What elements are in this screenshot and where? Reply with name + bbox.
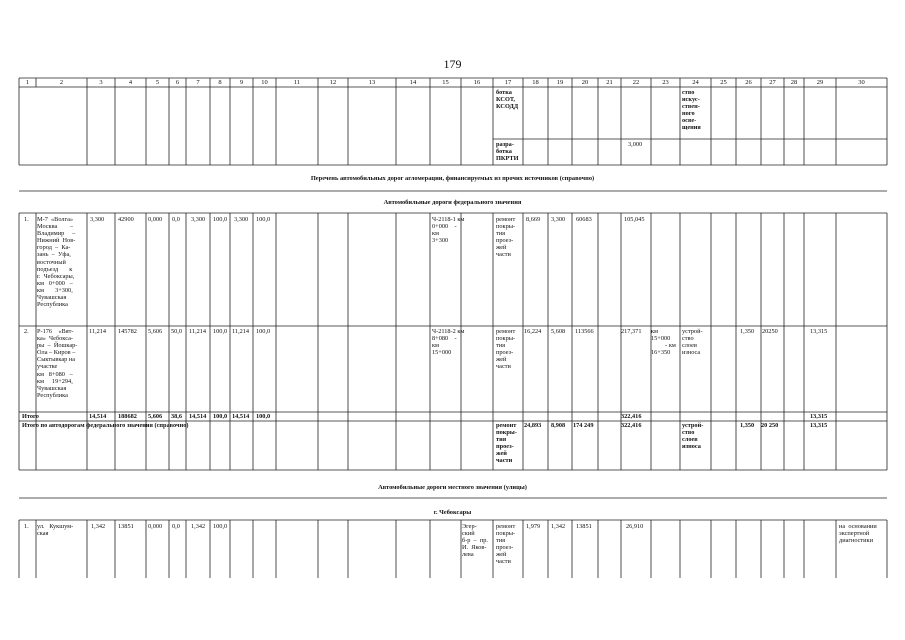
local-row-c8: 100,0 bbox=[213, 523, 228, 530]
column-number: 28 bbox=[790, 79, 798, 86]
row1-c5: 0,000 bbox=[148, 216, 163, 223]
column-number: 14 bbox=[409, 79, 417, 86]
column-number: 27 bbox=[769, 79, 776, 86]
local-row-c22: 26,910 bbox=[626, 523, 644, 530]
row2-c19: 5,608 bbox=[551, 328, 566, 335]
itogo-c29: 13,315 bbox=[810, 413, 828, 420]
row1-c4: 42900 bbox=[118, 216, 134, 223]
row1-c17: ремонт покры- тия проез- жей части bbox=[496, 216, 516, 259]
row2-c24: устрой- ство слоев износа bbox=[682, 328, 703, 357]
itogo-c3: 14,514 bbox=[89, 413, 107, 420]
row2-c8: 100,0 bbox=[213, 328, 228, 335]
local-row-c16: Эгер- ский б-р – пр. И. Яков- лева bbox=[462, 523, 488, 559]
column-number: 6 bbox=[175, 79, 180, 86]
local-row-c4: 13851 bbox=[118, 523, 134, 530]
column-number: 12 bbox=[329, 79, 337, 86]
row1-c7: 3,300 bbox=[191, 216, 206, 223]
column-number: 20 bbox=[581, 79, 589, 86]
row2-c18: 16,224 bbox=[524, 328, 542, 335]
column-number: 4 bbox=[128, 79, 133, 86]
column-number: 18 bbox=[532, 79, 539, 86]
row2-c7: 11,214 bbox=[189, 328, 207, 335]
itogo-federal-c27: 20 250 bbox=[761, 422, 779, 429]
itogo-federal-c20: 174 249 bbox=[573, 422, 594, 429]
row1-c20: 60683 bbox=[576, 216, 592, 223]
column-number: 1 bbox=[25, 79, 30, 86]
local-row-c30: на основании экспертной диагностики bbox=[839, 523, 877, 545]
top-c17-b: разра- ботка ПКРТИ bbox=[496, 141, 519, 163]
column-number: 25 bbox=[720, 79, 727, 86]
local-row-c20: 13851 bbox=[576, 523, 592, 530]
row2-c29: 13,315 bbox=[810, 328, 828, 335]
column-number: 11 bbox=[293, 79, 301, 86]
column-number: 19 bbox=[556, 79, 564, 86]
column-number: 10 bbox=[261, 79, 268, 86]
column-number: 21 bbox=[606, 79, 613, 86]
row1-name: М-7 «Волга» Москва – Владимир – Нижний Нов- город – Ка- зань – Уфа, восточный подъезд к г. Чебоксары, км 0+000 – км 3+300, Чувашская Республика bbox=[37, 216, 76, 309]
row2-name: Р-176 «Вят- ка» Чебокса- ры – Йошкар- Ола – Киров – Сыктывкар на участке км 8+080 – км 19+294, Чувашская Республика bbox=[37, 328, 78, 399]
column-number: 15 bbox=[442, 79, 449, 86]
row1-num: 1. bbox=[24, 216, 29, 223]
top-c24-a: ство искус- ствен- ного осве- щения bbox=[682, 89, 701, 132]
column-number: 22 bbox=[632, 79, 640, 86]
itogo-federal-c18: 24,893 bbox=[524, 422, 542, 429]
itogo-federal-c29: 13,315 bbox=[810, 422, 828, 429]
row1-c6: 0,0 bbox=[172, 216, 180, 223]
column-number: 9 bbox=[239, 79, 244, 86]
row1-c22: 105,045 bbox=[624, 216, 645, 223]
row2-c10: 100,0 bbox=[256, 328, 271, 335]
local-row-c3: 1,342 bbox=[91, 523, 106, 530]
itogo-federal-c26: 1,350 bbox=[740, 422, 755, 429]
row2-c27: 20250 bbox=[762, 328, 778, 335]
row1-c3: 3,300 bbox=[90, 216, 105, 223]
row2-c16: Ч-2118-2 км 8+080 - км 15+000 bbox=[432, 328, 465, 357]
column-number: 23 bbox=[662, 79, 669, 86]
itogo-c10: 100,0 bbox=[256, 413, 271, 420]
row2-c23: км 15+000 - км 16+350 bbox=[651, 328, 676, 357]
local-row-c6: 0,0 bbox=[172, 523, 180, 530]
itogo-c6: 38,6 bbox=[171, 413, 183, 420]
local-row-c17: ремонт покры- тия проез- жей части bbox=[496, 523, 516, 566]
row2-num: 2. bbox=[24, 328, 29, 335]
column-number: 5 bbox=[155, 79, 160, 86]
row2-c3: 11,214 bbox=[89, 328, 107, 335]
itogo-federal-c24: устрой- ство слоев износа bbox=[682, 422, 704, 451]
row1-c18: 8,669 bbox=[526, 216, 541, 223]
column-number: 29 bbox=[816, 79, 824, 86]
section-title-other-sources: Перечень автомобильных дорог агломерации, финансируемых из прочих источников (справочно) bbox=[310, 175, 595, 182]
page-number: 179 bbox=[443, 57, 462, 71]
row1-c8: 100,0 bbox=[213, 216, 228, 223]
row2-c17: ремонт покры- тия проез- жей части bbox=[496, 328, 516, 371]
column-number: 24 bbox=[692, 79, 699, 86]
section-title-federal: Автомобильные дороги федерального значения bbox=[383, 199, 522, 206]
itogo-federal-label: Итого по автодорогам федерального значения (справочно) bbox=[22, 422, 189, 429]
column-number: 16 bbox=[473, 79, 481, 86]
local-row-c5: 0,000 bbox=[148, 523, 163, 530]
itogo-federal-c22: 322,416 bbox=[621, 422, 642, 429]
top-c17-a: ботка КСОТ, КСОДД bbox=[496, 89, 519, 111]
column-number: 7 bbox=[196, 79, 200, 86]
row2-c20: 113566 bbox=[575, 328, 594, 335]
column-number: 26 bbox=[745, 79, 752, 86]
local-row-c7: 1,342 bbox=[191, 523, 206, 530]
row1-c10: 100,0 bbox=[256, 216, 271, 223]
local-row-name: ул. Кукшум- ская bbox=[37, 523, 74, 538]
itogo-c7: 14,514 bbox=[189, 413, 207, 420]
top-c22-b: 3,000 bbox=[628, 141, 643, 148]
local-row-num: 1. bbox=[24, 523, 29, 530]
section-title-local: Автомобильные дороги местного значения (улицы) bbox=[378, 484, 527, 491]
column-number: 17 bbox=[504, 79, 512, 86]
row2-c26: 1,350 bbox=[740, 328, 755, 335]
row2-c4: 145782 bbox=[118, 328, 137, 335]
itogo-label: Итого bbox=[22, 413, 39, 420]
itogo-c5: 5,606 bbox=[148, 413, 163, 420]
row2-c9: 11,214 bbox=[232, 328, 250, 335]
itogo-c9: 14,514 bbox=[232, 413, 250, 420]
column-number: 3 bbox=[99, 79, 103, 86]
row2-c5: 5,606 bbox=[148, 328, 163, 335]
row1-c19: 3,300 bbox=[551, 216, 566, 223]
itogo-c8: 100,0 bbox=[213, 413, 228, 420]
row2-c6: 50,0 bbox=[171, 328, 183, 335]
itogo-c22: 322,416 bbox=[621, 413, 642, 420]
local-row-c19: 1,342 bbox=[551, 523, 566, 530]
column-number: 8 bbox=[218, 79, 222, 86]
itogo-federal-c19: 8,908 bbox=[551, 422, 566, 429]
local-row-c18: 1,979 bbox=[526, 523, 541, 530]
itogo-federal-c17: ремонт покры- тия проез- жей части bbox=[496, 422, 517, 465]
column-number: 13 bbox=[368, 79, 376, 86]
section-title-city: г. Чебоксары bbox=[433, 509, 472, 516]
row1-c9: 3,300 bbox=[234, 216, 249, 223]
row1-c16: Ч-2118-1 км 0+000 - км 3+300 bbox=[432, 216, 465, 245]
itogo-c4: 188682 bbox=[118, 413, 137, 420]
row2-c22: 217,371 bbox=[621, 328, 642, 335]
column-number: 30 bbox=[858, 79, 865, 86]
column-number: 2 bbox=[59, 79, 64, 86]
